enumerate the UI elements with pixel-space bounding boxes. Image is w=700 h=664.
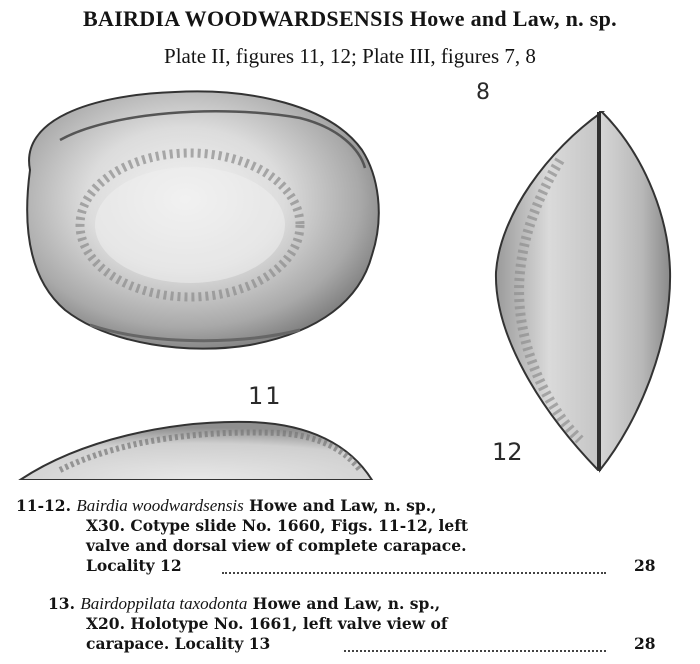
- caption-line: carapace. Locality 13: [86, 634, 271, 653]
- page-number: 28: [634, 556, 656, 575]
- figure-label-11: 11: [248, 382, 283, 410]
- figure-13-partial-valve: [20, 422, 372, 480]
- figure-12-dorsal-view: [496, 112, 670, 470]
- caption-number: 13.: [48, 594, 75, 613]
- caption-number: 11-12.: [16, 496, 71, 515]
- caption-line: valve and dorsal view of complete carapace.: [86, 536, 467, 555]
- dot-leader: [344, 650, 606, 652]
- caption-line: X30. Cotype slide No. 1660, Figs. 11-12, left: [86, 516, 469, 535]
- figure-label-8: 8: [476, 80, 490, 105]
- caption-authority: Howe and Law, n. sp.,: [249, 496, 437, 515]
- page-number: 28: [634, 634, 656, 653]
- page-title: BAIRDIA WOODWARDSENSIS Howe and Law, n. sp.: [83, 6, 617, 31]
- caption-authority: Howe and Law, n. sp.,: [252, 594, 441, 613]
- dot-leader: [222, 572, 606, 574]
- figure-11-left-valve: [27, 91, 379, 348]
- figure-label-12: 12: [492, 438, 523, 466]
- plate-reference: Plate II, figures 11, 12; Plate III, figures 7, 8: [164, 44, 536, 68]
- species-name: Bairdoppilata taxodonta: [80, 594, 248, 613]
- caption-line: Locality 12: [86, 556, 182, 575]
- species-name: Bairdia woodwardsensis: [76, 496, 244, 515]
- caption-line: X20. Holotype No. 1661, left valve view of: [86, 614, 448, 633]
